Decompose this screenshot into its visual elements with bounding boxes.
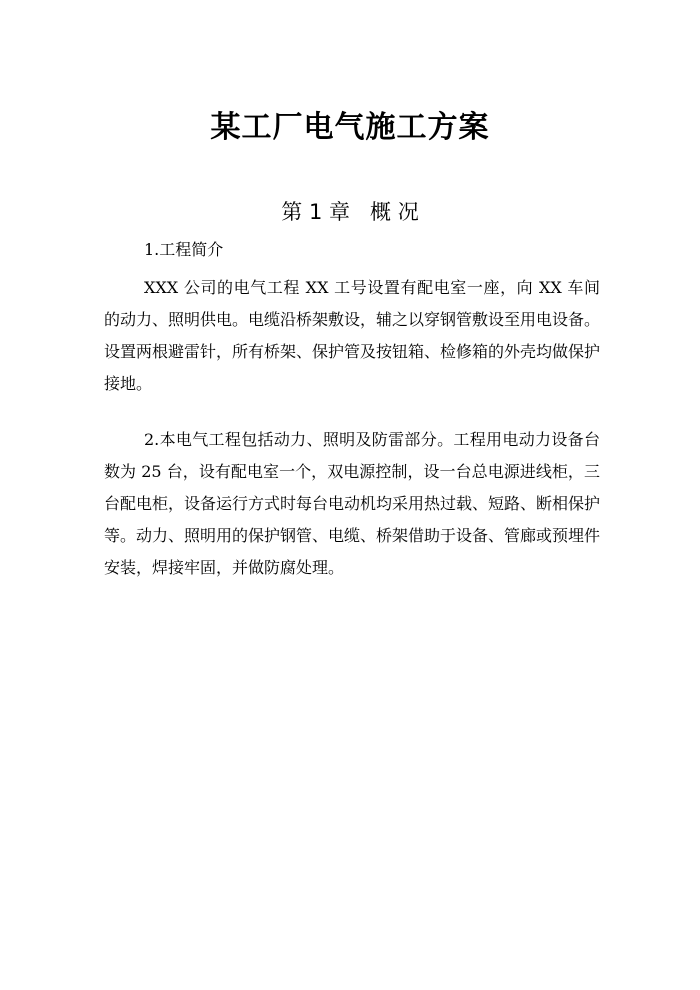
paragraph-project-scope: 2.本电气工程包括动力、照明及防雷部分。工程用电动力设备台数为 25 台，设有配电室一个，双电源控制，设一台总电源进线柜，三台配电柜，设备运行方式时每台电动机均采用热过载、短路、断相保护等。动力、照明用的保护钢管、电缆、桥架借助于设备、管廊或预埋件安装，焊接牢固，并做防腐处理。 (104, 430, 601, 577)
section-heading: 1.工程简介 (144, 240, 224, 259)
document-title: 某工厂电气施工方案 (210, 110, 490, 145)
paragraph-project-overview: XXX 公司的电气工程 XX 工号设置有配电室一座，向 XX 车间的动力、照明供电。电缆沿桥架敷设，辅之以穿钢管敷设至用电设备。设置两根避雷针，所有桥架、保护管及按钮箱、检修箱的外壳均做保护接地。 (104, 278, 601, 393)
chapter-heading: 第 1 章 概 况 (281, 200, 419, 224)
